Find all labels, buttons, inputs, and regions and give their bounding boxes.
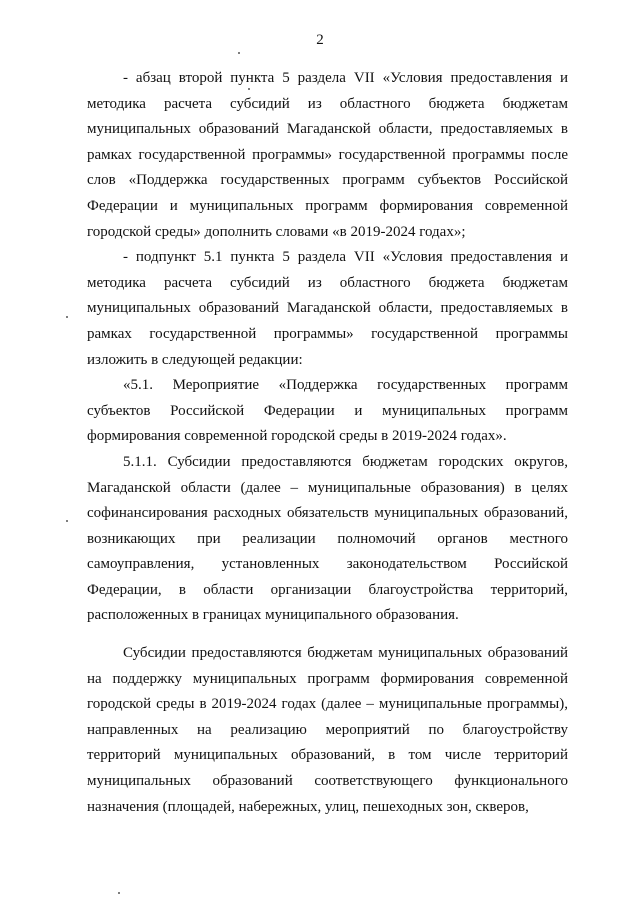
scan-speck (248, 88, 250, 90)
paragraph-5-1-1: 5.1.1. Субсидии предоставляются бюджетам городских округов, Магаданской области (далее – муниципальные образования) в целях софинансирования расходных обязательств муниципальных образований, возникающих при реализации полномочий органов местного самоуправления, установленных законодательством Российской Федерации, в области организации благоустройства территорий, расположенных в границах муниципального образования. (87, 453, 568, 624)
page-number: 2 (316, 32, 324, 48)
scan-speck (66, 316, 68, 318)
scan-speck (238, 52, 240, 54)
scan-speck (66, 520, 68, 522)
paragraph-abzac-vtoroy: - абзац второй пункта 5 раздела VII «Условия предоставления и методика расчета субсидий из областного бюджета бюджетам муниципальных образований Магаданской области, предоставляемых в рамках государственной программы» государственной программы после слов «Поддержка государственных программ субъектов Российской Федерации и муниципальных программ формирования современной городской среды» дополнить словами «в 2019-2024 годах»; (87, 70, 568, 240)
document-body (87, 66, 568, 820)
paragraph-meropriyatie: «5.1. Мероприятие «Поддержка государственных программ субъектов Российской Федерации и муниципальных программ формирования современной городской среды в 2019-2024 годах». (87, 377, 568, 445)
paragraph-podpunkt-5-1: - подпункт 5.1 пункта 5 раздела VII «Условия предоставления и методика расчета субсидий из областного бюджета бюджетам муниципальных образований Магаданской области, предоставляемых в рамках государственной программы» государственной программы изложить в следующей редакции: (87, 249, 568, 368)
paragraph-subsidii: Субсидии предоставляются бюджетам муниципальных образований на поддержку муниципальных программ формирования современной городской среды в 2019-2024 годах (далее – муниципальные программы), направленных на реализацию мероприятий по благоустройству территорий муниципальных образований, в том числе территорий муниципальных образований соответствующего функционального назначения (площадей, набережных, улиц, пешеходных зон, скверов, (87, 645, 568, 815)
scan-speck (118, 892, 120, 894)
